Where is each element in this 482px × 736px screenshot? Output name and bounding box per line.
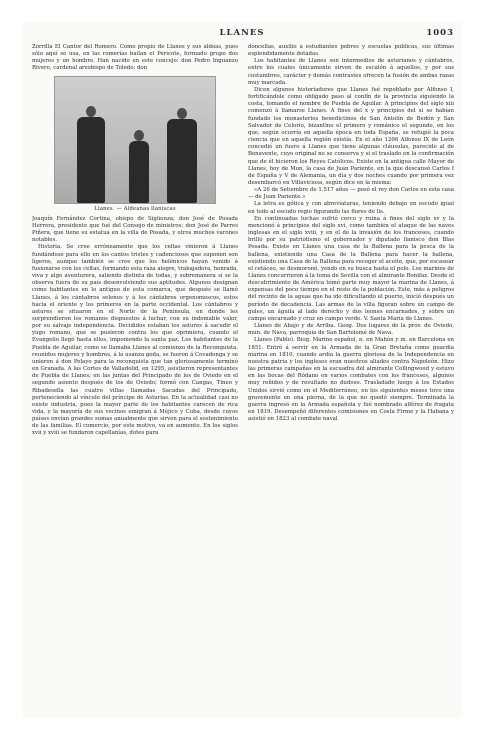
photo-caption: Llanes. — Aldeanas llaniscas — [94, 205, 176, 212]
paragraph: Zorrilla El Cantor del Romero. Como propio de Llanes y sus aldeas, pues sólo aquí se usa, en las romerías bailan el Pericote, formado grupo dos mujeres y un hombre. Han nacido en este concejo: don Pedro Inguanzo Rivero, cardenal arzobispo de Toledo; don — [32, 44, 238, 72]
figure-woman-right — [167, 108, 197, 203]
paragraph: En continuadas luchas sufrió cerco y ruina á fines del siglo xv y la mencionó á principios del siglo xvi, como también el ataque de las naves inglesas en el siglo xviii, y en el de la invasión de los franceses, cuando brilló por su patriotismo el gobernador y diputado llanisco don Blas Posada. Existe en Llanes una casa de la Ballena para la pesca de la ballena, existiendo una Casa de la Ballena para hacer la ballena, existiendo una Casa de la Ballena para recoger el aceite, que, por escasear el cetáceo, se desmoronó, yendo en su busca hasta el polo. Los marinos de Llanes concurrieron á la toma de Sevilla con el almirante Bonifaz. Desde el descubrimiento de América tomó parte muy mayor la marina de Llanes, á expensas del poco tiempo en el resto de la población. Este, más á peligros del recinto de la aguas que ha ido dificultando el puerto, inició después un período de decadencia. Las armas de la villa figuran sobre un campo de gules, un águila al lado derecho y dos leones encarnados, y sobre un campo encarnado y cruz en campo verde. V. Santa María de Llanes. — [248, 215, 454, 322]
entry-llanes-de-abajo: Llanes de Abajo y de Arriba. Geog. Dos lugares de la prov. de Oviedo, mun. de Nava, parroquia de San Bartolomé de Nava. — [248, 323, 454, 337]
inscription: «A 26 de Setiembre de 1.517 años — posó el rey don Carlos en esta casa — de Juan Pariente.» — [248, 187, 454, 201]
document-page — [22, 22, 462, 718]
figure-girl-center — [129, 130, 149, 203]
paragraph: La letra es gótica y con abreviaturas, teniendo debajo un escudo igual en todo al escudo regio figurando las flores de lis. — [248, 201, 454, 215]
left-column — [32, 44, 238, 712]
paragraph: doncellas, auxilio á estudiantes pobres y escuelas públicas, sus últimas esplendidamente dotadas. — [248, 44, 454, 58]
paragraph: Joaquín Fernández Cortina, obispo de Sigüenza; don José de Posada Herrera, presidente que fué del Consejo de ministros; don José de Parres Piñera, que tiene su estatua en la villa de Posada, y otros muchos varones notables. — [32, 215, 238, 244]
paragraph-historia: Historia. Se cree erróneamente que los celtas vinieron á Llanes fundándose para ello en los cantos tristes y cadenciosos que suponen son ligeros, aunque también se cree que los helénicos hayan venido á fusionarse con los celtas, formando esta raza alegre, trabajadora, honrada, viva y algo aventurera, saliendo distinta de todas, y sobremanera si se la observa fuera de su país desenvolviendo sus aptitudes. Algunos designan como habitantes en lo antiguo de esta comarca, que después se llamó Llanes, á los cántabros selenos y á los cántabros orgenomescos, estos hacia el oriente y los primeros en la parte occidental. Los cántabros y astures se situaron en el Norte de la Península, en donde les sorprendieron los romanos dispuestos á luchar, con su indomable valor, por su salvaje independencia. Decididos estaban los astures á sacudir el yugo romano, que se pusieron contra los que oprimiera, cuando el Evangelio llegó hasta ellos, imponiendo la santa paz. Los habitantes de la Puebla de Aguilar, como se llamaba Llanes al comienzo de la Reconquista, reunidos mujeres y hombres, á la usanza goda, se fueron á Covadonga y se unieron á don Pelayo para la reconquista que tan gloriosamente terminó en Granada. A las Cortes de Valladolid, en 1295, asistieron representantes de Puebla de Llanes; en las juntas del Principado de los de Oviedo en el segundo asiento después de los de Oviedo; formó con Cangas, Tineo y Ribadesella las cuatro villas llamadas Sacadas del Principado, perteneciendo al vínculo del príncipe de Asturias. En la actualidad casi no existe industria, pues la mayor parte de los habitantes carecen de rica vida, y la mayoría de sus vecinos emigran á Méjico y Cuba, desde cuyos países envían grandes sumas anualmente que sirven para el sostenimiento de las familias. El comercio, por este motivo, va en aumento. En los siglos xvii y xviii se fundaron capellanías, dotes para — [32, 244, 238, 437]
right-column — [248, 44, 454, 712]
page-header — [30, 28, 454, 40]
paragraph: Los habitantes de Llanes son intermedios de asturianos y cántabros, entre los cuales únicamente sirven de escalón á aquellos, y por sus costumbres, carácter y demás contrastes ofrecen la fusión de ambas razas muy marcada. — [248, 58, 454, 86]
entry-llanes-pablo: Llanes (Pablo). Biog. Marino español, n. en Mahón y m. en Barcelona en 1851. Entró á servir en la Armada de la Gran Bretaña como guardia marina en 1810, cuando ardía la guerra gloriosa de la Independencia en nuestra patria y los ingleses eran nuestros aliados contra Napoleón. Hizo las primeras campañas en la escuadra del almirante Collingwood y estuvo en las bocas del Ródano en varios combates con los franceses, algunos muy reñidos y de resultado no dudoso. Trasladado luego á los Estados Unidos sirvió como en el Mediterráneo, en los siguientes meses tuvo una gravemente en una pierna, de la que no quedó siempre. Terminada la guerra ingresó en la Armada española y fué nombrado alférez de fragata en 1819. Desempeñó diferentes comisiones en Costa Firme y la Habana y asistió en 1823 al combate naval — [248, 337, 454, 423]
running-title: LLANES — [219, 28, 265, 38]
paragraph: Dicen algunos historiadores que Llanes fué repoblado por Alfonso I, fortificándole como obligado paso al confín de la provincia siguiendo la costa, tomando el nombre de Puebla de Aguilar. A principios del siglo xiii comenzó á llamarse Llanes. A fines del x y principios del xi se habían fundado los monasterios benedictinos de San Antolín de Bedón y San Salvador de Celorio, bizantino el primero y románico el segundo, en los que, según ocurría en aquella época en toda España, se refugió la poca ciencia que en aquella región existía. En el año 1206 Alfonso IX de León concedió un fuero á Llanes que tiene algunas cláusulas, parecido al de Benavente, cuyo original no se conserva y sí el traslado en la confirmación que de él hicieron los Reyes Católicos. Existe en la antigua calle Mayor de Llanes, hoy de Mon, la casa de Juan Pariente, en la que descansó Carlos I de España y V de Alemania, un día y dos noches cuando por primera vez desembarcó en Villaviciosa, según dice en la misma: — [248, 86, 454, 186]
page-number: 1003 — [426, 28, 454, 38]
figure-woman-left — [77, 106, 105, 203]
photo-aldeanas — [54, 76, 216, 204]
